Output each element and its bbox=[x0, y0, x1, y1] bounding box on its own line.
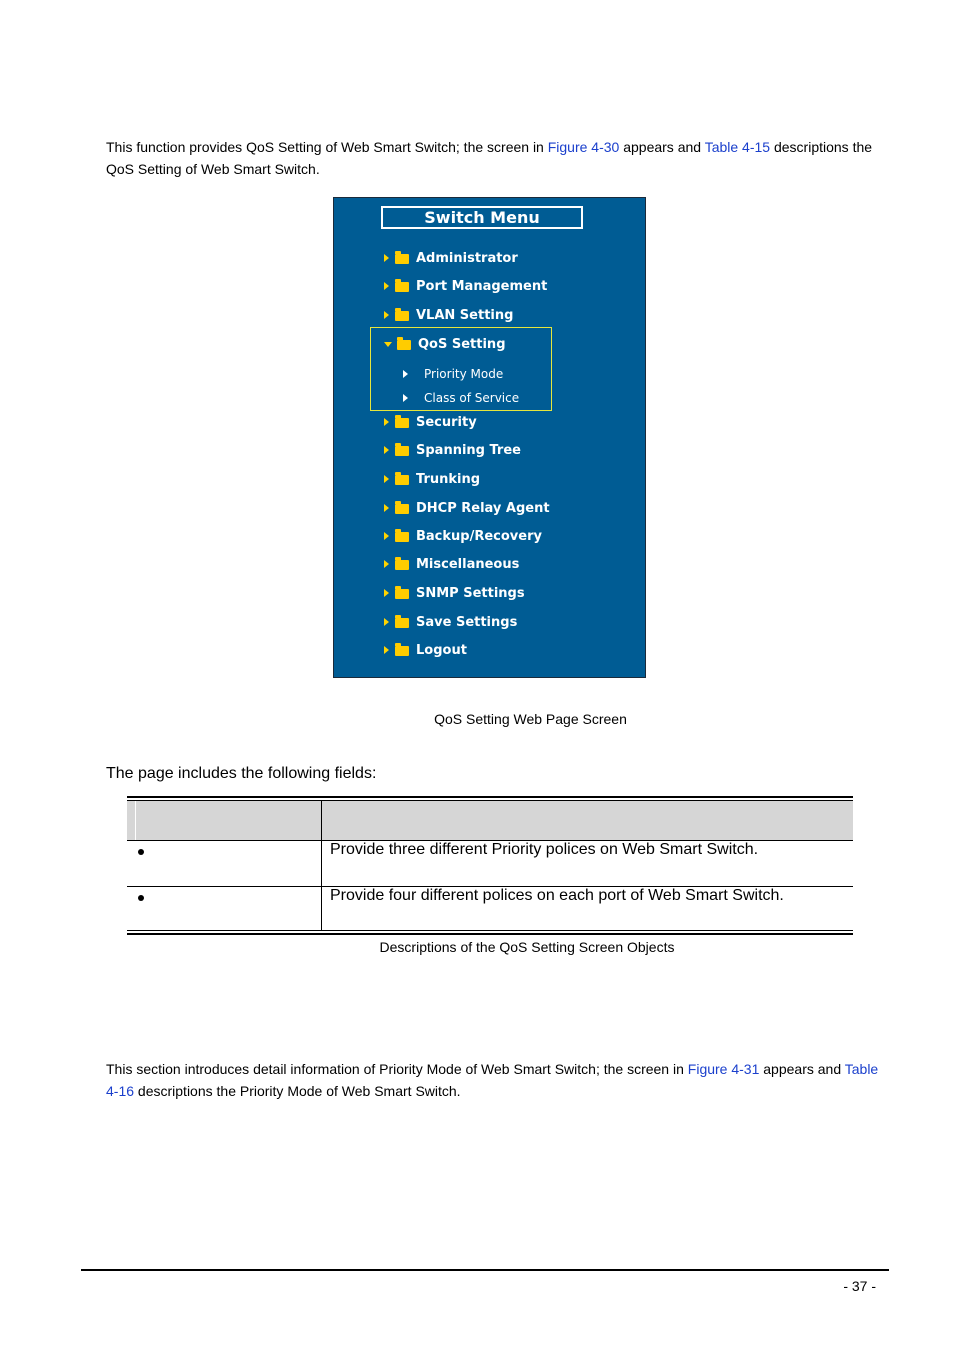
collapse-arrow-icon bbox=[384, 342, 392, 347]
menu-item-snmp-settings[interactable] bbox=[384, 584, 525, 602]
table-header-row bbox=[127, 801, 853, 840]
menu-item-vlan-setting[interactable] bbox=[384, 306, 513, 324]
figure-4-31-link[interactable]: Figure 4-31 bbox=[687, 1061, 760, 1077]
expand-arrow-icon bbox=[384, 282, 389, 290]
folder-icon bbox=[395, 418, 409, 428]
folder-icon bbox=[395, 254, 409, 264]
submenu-item-label: Class of Service bbox=[424, 391, 520, 405]
expand-arrow-icon bbox=[384, 254, 389, 262]
table-4-16-link[interactable]: Table 4-16 bbox=[106, 1061, 879, 1099]
row-description: Provide four different polices on each port of Web Smart Switch. bbox=[330, 887, 784, 904]
submenu-arrow-icon bbox=[403, 394, 408, 402]
row-description: Provide three different Priority polices on Web Smart Switch. bbox=[330, 841, 759, 858]
menu-item-label: Trunking bbox=[416, 471, 481, 487]
menu-item-backup-recovery[interactable] bbox=[384, 527, 542, 545]
menu-item-miscellaneous[interactable] bbox=[384, 555, 519, 573]
menu-item-label: Port Management bbox=[416, 278, 548, 294]
menu-item-spanning-tree[interactable] bbox=[384, 441, 521, 459]
header-divider bbox=[135, 801, 136, 840]
table-caption: Descriptions of the QoS Setting Screen Objects bbox=[379, 939, 675, 955]
menu-item-label: QoS Setting bbox=[418, 336, 506, 352]
menu-item-label: SNMP Settings bbox=[416, 585, 525, 601]
menu-item-label: Administrator bbox=[416, 250, 518, 266]
menu-item-dhcp-relay-agent[interactable] bbox=[384, 499, 550, 517]
expand-arrow-icon bbox=[384, 589, 389, 597]
folder-icon bbox=[395, 504, 409, 514]
submenu-item-label: Priority Mode bbox=[424, 367, 504, 381]
submenu-arrow-icon bbox=[403, 370, 408, 378]
menu-item-save-settings[interactable] bbox=[384, 613, 517, 631]
expand-arrow-icon bbox=[384, 311, 389, 319]
switch-menu-title: Switch Menu bbox=[381, 206, 583, 229]
menu-item-label: VLAN Setting bbox=[416, 307, 514, 323]
folder-icon bbox=[395, 446, 409, 456]
bullet-icon bbox=[138, 895, 144, 901]
table-4-15-link[interactable]: Table 4-15 bbox=[704, 139, 771, 155]
menu-item-label: Save Settings bbox=[416, 614, 518, 630]
footer-rule bbox=[81, 1269, 889, 1271]
expand-arrow-icon bbox=[384, 418, 389, 426]
folder-icon bbox=[395, 475, 409, 485]
menu-item-qos-setting[interactable] bbox=[384, 335, 506, 353]
bullet-icon bbox=[138, 849, 144, 855]
menu-item-security[interactable] bbox=[384, 413, 477, 431]
menu-item-label: Spanning Tree bbox=[416, 442, 521, 458]
expand-arrow-icon bbox=[384, 646, 389, 654]
submenu-item-class-of-service[interactable] bbox=[403, 390, 519, 406]
section-text-3: descriptions the Priority Mode of Web Smart Switch. bbox=[134, 1083, 461, 1099]
intro-text-2: appears and bbox=[619, 139, 705, 155]
figure-4-30-link[interactable]: Figure 4-30 bbox=[547, 139, 620, 155]
menu-item-label: Backup/Recovery bbox=[416, 528, 542, 544]
expand-arrow-icon bbox=[384, 560, 389, 568]
intro-text-1: This function provides QoS Setting of Web Smart Switch; the screen in bbox=[106, 139, 548, 155]
folder-icon bbox=[395, 560, 409, 570]
folder-icon bbox=[395, 532, 409, 542]
intro-text-3: descriptions the QoS Setting of Web Smart Switch. bbox=[106, 139, 873, 177]
table-bottom-rule bbox=[127, 933, 853, 935]
figure-caption: QoS Setting Web Page Screen bbox=[434, 711, 627, 727]
menu-item-logout[interactable] bbox=[384, 641, 467, 659]
section-paragraph bbox=[106, 1058, 886, 1102]
submenu-item-priority-mode[interactable] bbox=[403, 366, 503, 382]
table-top-rule bbox=[127, 796, 853, 798]
menu-item-trunking[interactable] bbox=[384, 470, 480, 488]
folder-icon bbox=[395, 589, 409, 599]
menu-item-label: Security bbox=[416, 414, 477, 430]
switch-menu-screenshot bbox=[333, 197, 646, 678]
folder-icon bbox=[395, 282, 409, 292]
folder-icon bbox=[395, 311, 409, 321]
fields-intro: The page includes the following fields: bbox=[106, 765, 377, 782]
column-divider bbox=[321, 801, 322, 931]
folder-icon bbox=[397, 340, 411, 350]
intro-paragraph bbox=[106, 136, 886, 180]
expand-arrow-icon bbox=[384, 446, 389, 454]
menu-item-administrator[interactable] bbox=[384, 249, 518, 267]
expand-arrow-icon bbox=[384, 475, 389, 483]
expand-arrow-icon bbox=[384, 504, 389, 512]
menu-item-label: DHCP Relay Agent bbox=[416, 500, 550, 516]
menu-item-label: Logout bbox=[416, 642, 467, 658]
menu-item-port-management[interactable] bbox=[384, 277, 547, 295]
folder-icon bbox=[395, 646, 409, 656]
folder-icon bbox=[395, 618, 409, 628]
section-text-2: appears and bbox=[759, 1061, 845, 1077]
menu-item-label: Miscellaneous bbox=[416, 556, 520, 572]
page-number: - 37 - bbox=[843, 1278, 876, 1294]
table-bottom-rule-thin bbox=[127, 930, 853, 931]
section-text-1: This section introduces detail information of Priority Mode of Web Smart Switch; the screen in bbox=[106, 1061, 688, 1077]
expand-arrow-icon bbox=[384, 618, 389, 626]
expand-arrow-icon bbox=[384, 532, 389, 540]
